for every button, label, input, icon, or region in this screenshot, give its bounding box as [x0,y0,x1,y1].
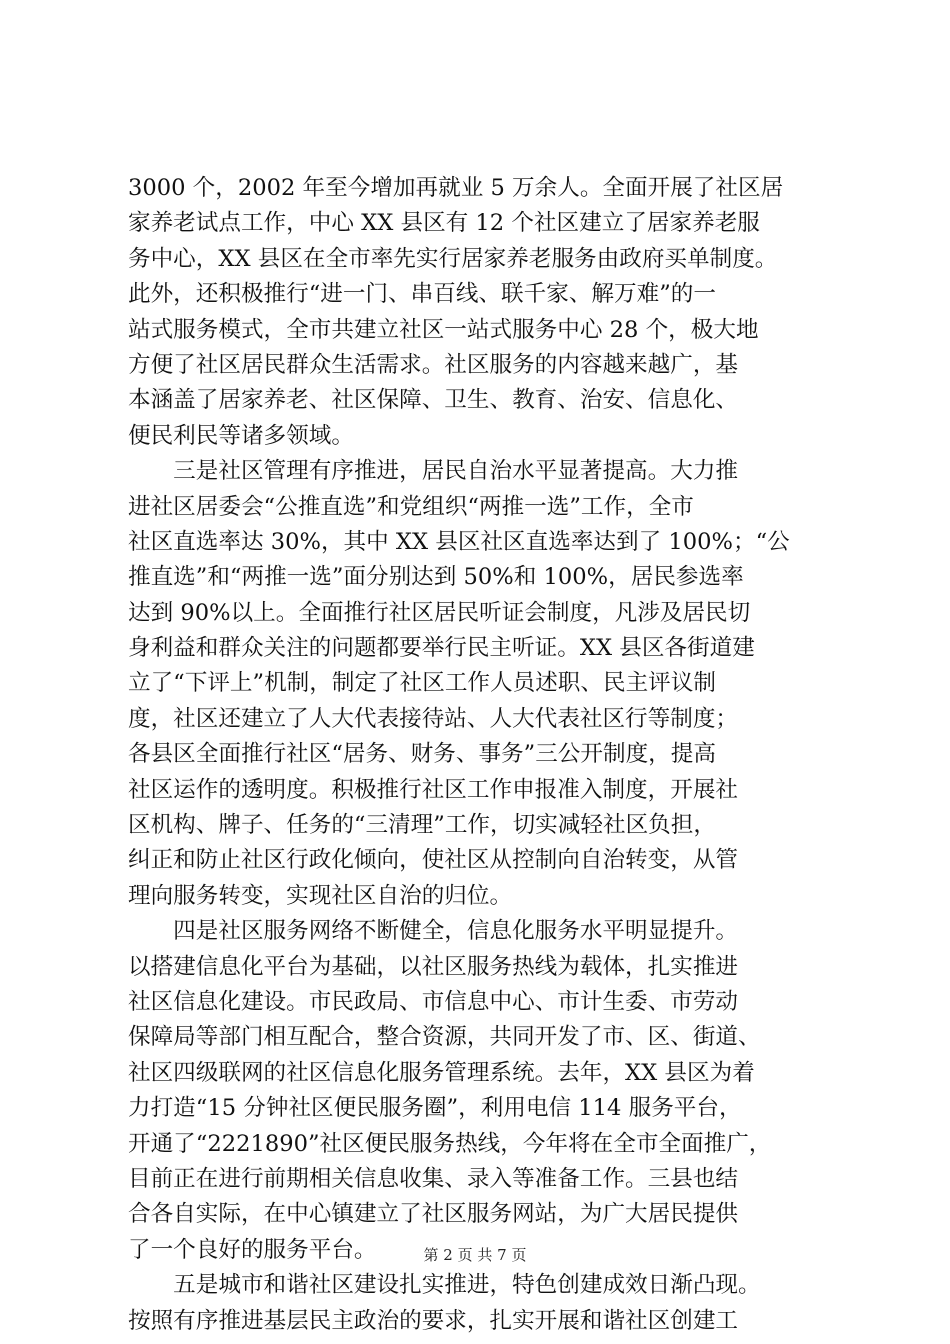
text-line: 方便了社区居民群众生活需求。社区服务的内容越来越广，基 [128,351,739,378]
page-footer: 第 2 页 共 7 页 [423,1246,527,1264]
text-line: 开通了“2221890”社区便民服务热线，今年将在全市全面推广， [128,1130,772,1157]
text-line: 立了“下评上”机制，制定了社区工作人员述职、民主评议制 [128,670,716,697]
text-line: 力打造“15 分钟社区便民服务圈”，利用电信 114 服务平台， [128,1095,742,1122]
text-line: 纠正和防止社区行政化倾向，使社区从控制向自治转变，从管 [128,847,739,874]
text-line: 身利益和群众关注的问题都要举行民主听证。XX 县区各街道建 [128,635,755,662]
text-line: 便民利民等诸多领域。 [128,422,354,449]
text-line: 社区四级联网的社区信息化服务管理系统。去年，XX 县区为着 [128,1059,755,1086]
text-line: 各县区全面推行社区“居务、财务、事务”三公开制度，提高 [128,741,716,768]
text-line: 社区直选率达 30%，其中 XX 县区社区直选率达到了 100%；“公 [128,528,790,555]
text-line: 进社区居委会“公推直选”和党组织“两推一选”工作，全市 [128,493,694,520]
text-line: 以搭建信息化平台为基础，以社区服务热线为载体，扎实推进 [128,953,739,980]
text-line: 目前正在进行前期相关信息收集、录入等准备工作。三县也结 [128,1165,739,1192]
text-line: 理向服务转变，实现社区自治的归位。 [128,882,513,909]
text-line: 合各自实际，在中心镇建立了社区服务网站，为广大居民提供 [128,1201,739,1228]
text-line: 保障局等部门相互配合，整合资源，共同开发了市、区、街道、 [128,1024,761,1051]
text-line: 推直选”和“两推一选”面分别达到 50%和 100%，居民参选率 [128,564,744,591]
text-line: 本涵盖了居家养老、社区保障、卫生、教育、治安、信息化、 [128,387,739,414]
text-line: 按照有序推进基层民主政治的要求，扎实开展和谐社区创建工 [128,1307,739,1334]
text-line: 区机构、牌子、任务的“三清理”工作，切实减轻社区负担， [128,812,716,839]
document-body [128,171,830,1339]
text-line: 了一个良好的服务平台。 [128,1236,377,1263]
text-line: 三是社区管理有序推进，居民自治水平显著提高。大力推 [128,458,739,485]
text-line: 五是城市和谐社区建设扎实推进，特色创建成效日渐凸现。 [128,1272,761,1299]
text-line: 社区运作的透明度。积极推行社区工作申报准入制度，开展社 [128,776,739,803]
text-line: 度，社区还建立了人大代表接待站、人大代表社区行等制度； [128,705,739,732]
text-line: 达到 90%以上。全面推行社区居民听证会制度，凡涉及居民切 [128,599,751,626]
text-line: 家养老试点工作，中心 XX 县区有 12 个社区建立了居家养老服 [128,210,760,237]
text-line: 四是社区服务网络不断健全，信息化服务水平明显提升。 [128,918,739,945]
text-line: 此外，还积极推行“进一门、串百线、联千家、解万难”的一 [128,281,716,308]
text-line: 社区信息化建设。市民政局、市信息中心、市计生委、市劳动 [128,988,739,1015]
text-line: 站式服务模式，全市共建立社区一站式服务中心 28 个，极大地 [128,316,759,343]
text-line: 务中心，XX 县区在全市率先实行居家养老服务由政府买单制度。 [128,245,778,272]
text-line: 3000 个，2002 年至今增加再就业 5 万余人。全面开展了社区居 [128,175,784,201]
